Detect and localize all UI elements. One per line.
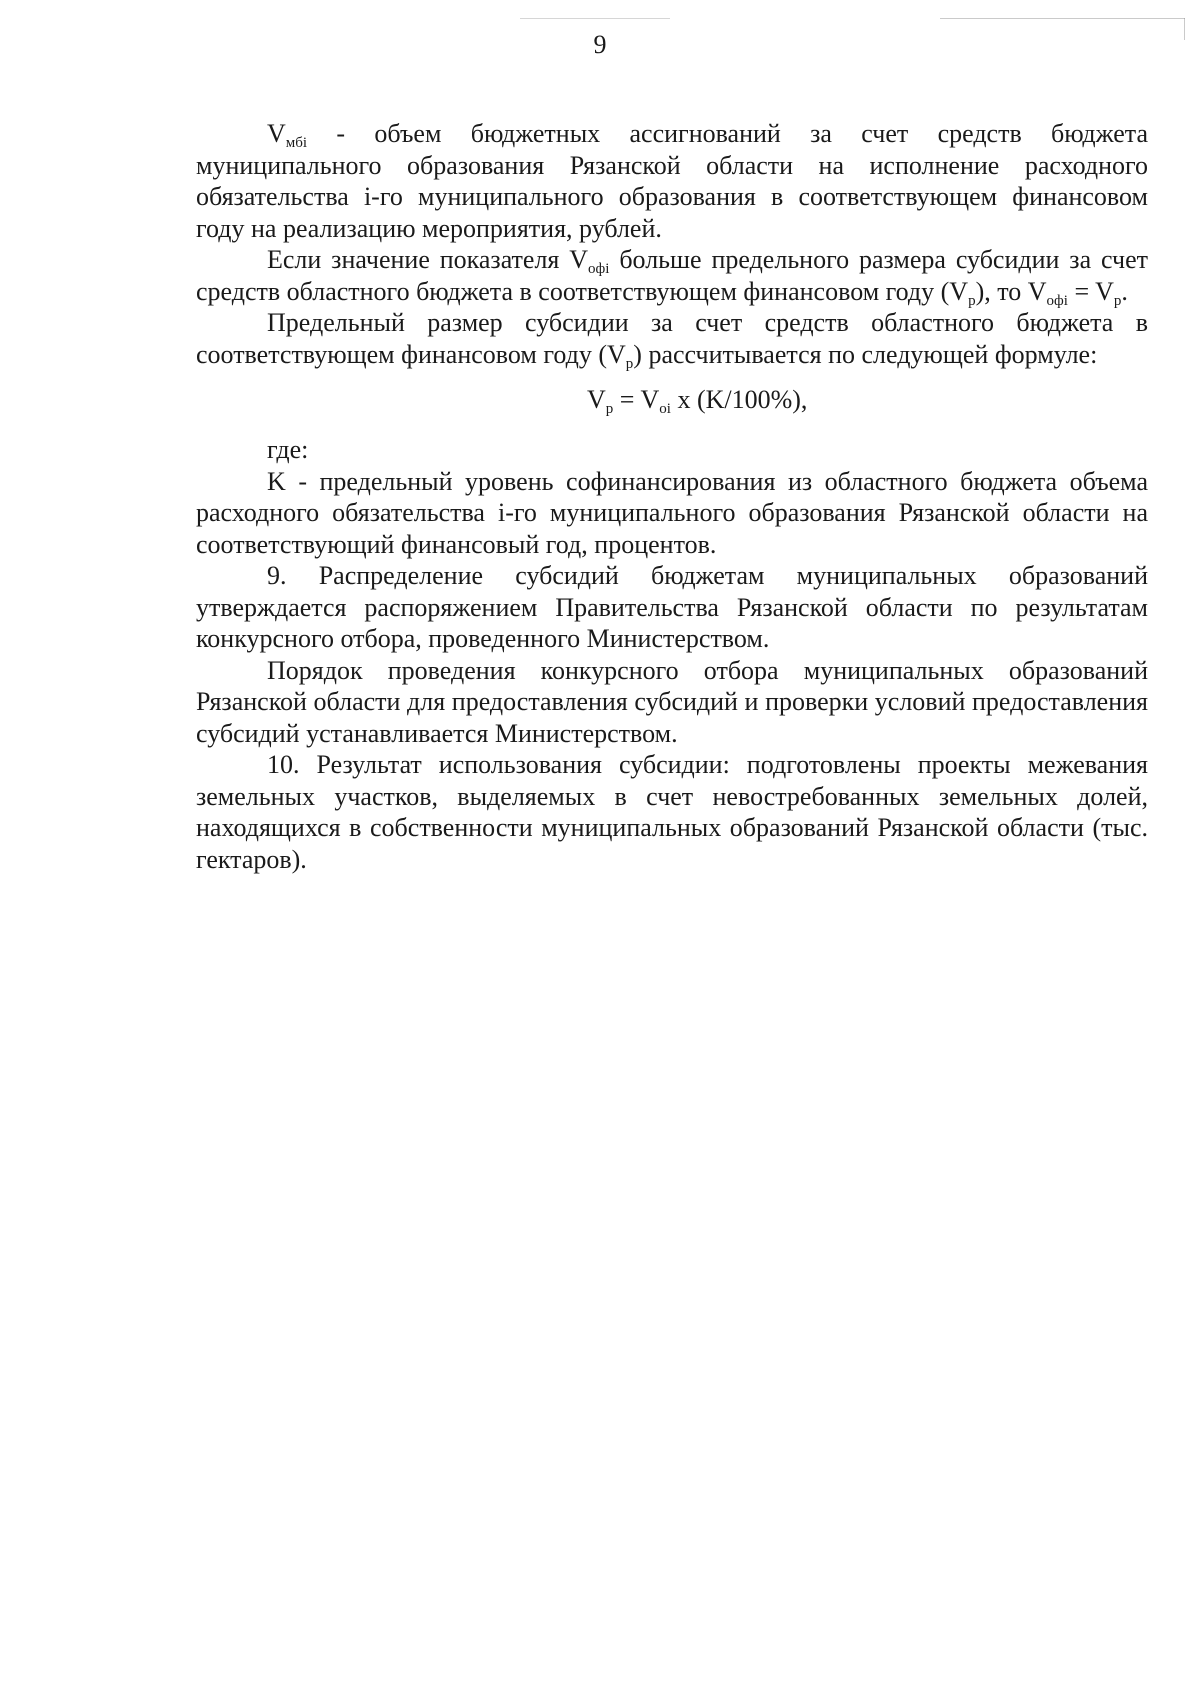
paragraph-k-definition: K - предельный уровень софинансирования из областного бюджета объема расходного обязательства i-го муниципального образования Рязанской области на соответствующий финансовый год, процентов.: [196, 466, 1148, 559]
document-body: [196, 118, 1148, 875]
variable-v-mbi: $V_{мбi}$: [267, 119, 308, 151]
paragraph-item-10: 10. Результат использования субсидии: подготовлены проекты межевания земельных участков, выделяемых в счет невостребованных земельных долей, находящихся в собственности муниципальных образований Рязанской области (тыс. гектаров).: [196, 750, 1148, 874]
where-label: где:: [267, 435, 309, 464]
paragraph-v-mbi: [196, 118, 1148, 244]
paragraph-selection-order: Порядок проведения конкурсного отбора муниципальных образований Рязанской области для предоставления субсидий и проверки условий предоставления субсидий устанавливается Министерством.: [196, 655, 1148, 748]
formula-vp: $V_p = V_{oi}$ x (K/100%),: [587, 385, 808, 417]
paragraph-item-9: 9. Распределение субсидий бюджетам муниципальных образований утверждается распоряжением Правительства Рязанской области по результатам конкурсного отбора, проведенного Министерством.: [196, 561, 1148, 653]
scan-artifact-line: [940, 18, 1185, 19]
page-number: 9: [593, 30, 607, 59]
paragraph-v-mbi-text: - объем бюджетных ассигнований за счет средств бюджета муниципального образования Рязанской области на исполнение расходного обязательства i-го муниципального образования в соответствующем финансовом году на реализацию мероприятия, рублей.: [196, 119, 1148, 243]
paragraph-limit-size: Предельный размер субсидии за счет средств областного бюджета в соответствующем финансовом году $(V_p)$ рассчитывается по следующей формуле:: [196, 308, 1148, 372]
scan-artifact-line: [520, 18, 670, 19]
paragraph-v-ofi-condition: Если значение показателя $V_{офi}$ больше предельного размера субсидии за счет средств областного бюджета в соответствующем финансовом году $(V_p)$, то $V_{офi} = V_p$.: [196, 245, 1148, 309]
